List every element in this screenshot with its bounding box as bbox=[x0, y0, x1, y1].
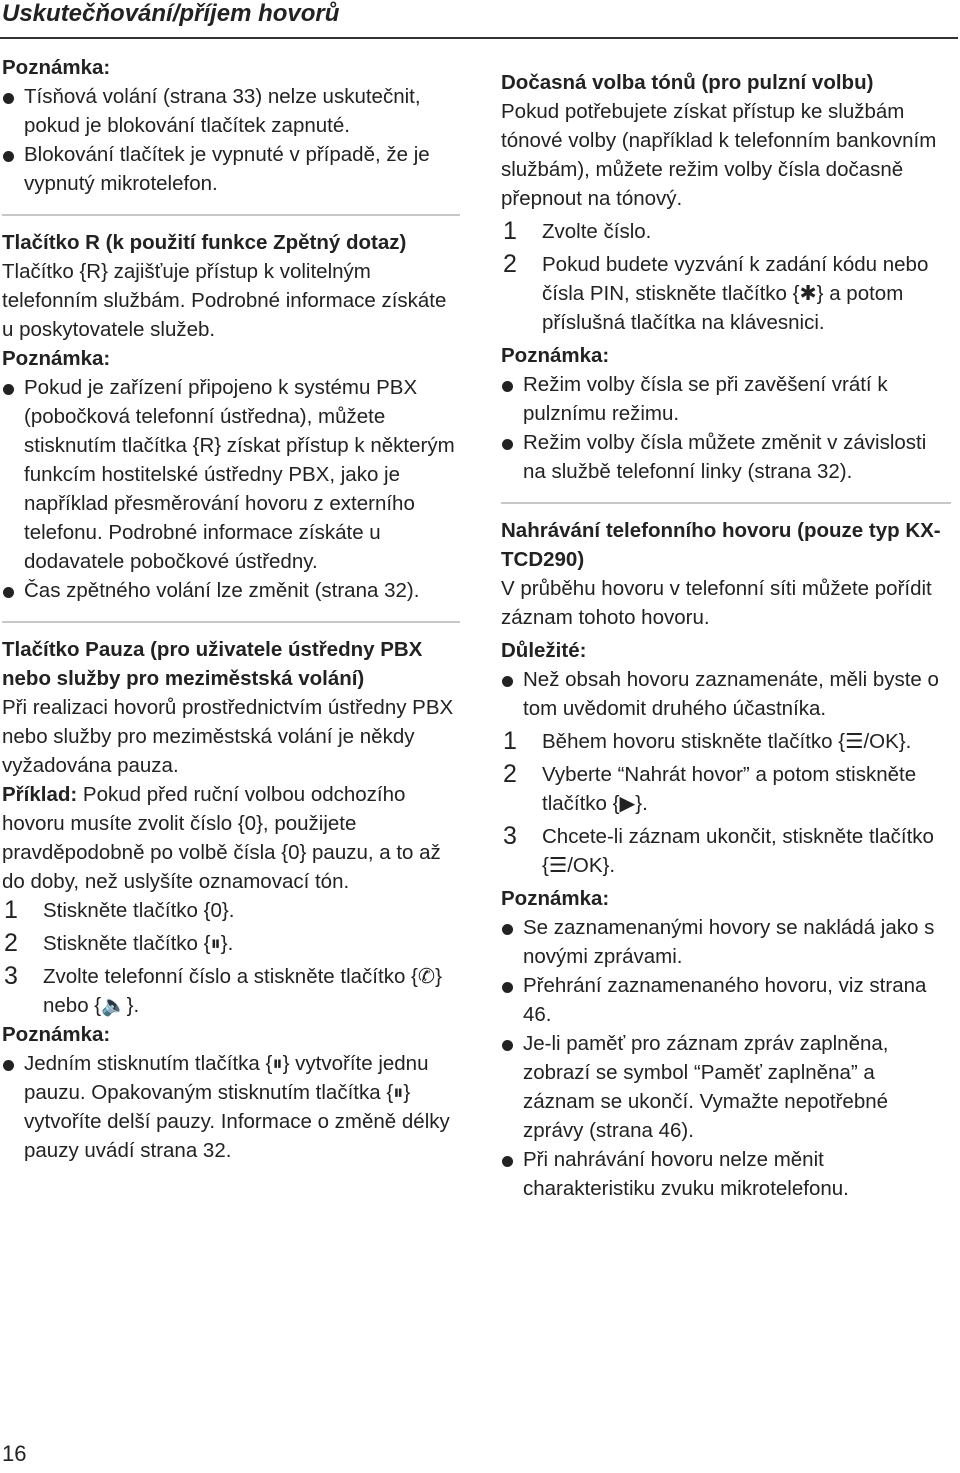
important-label: Důležité: bbox=[501, 639, 587, 662]
step-text: Stiskněte tlačítko {⏸}. bbox=[43, 932, 234, 955]
note-bullet: Tísňová volání (strana 33) nelze uskutečnit, pokud je blokování tlačítek zapnuté. bbox=[2, 82, 460, 140]
step-number: 2 bbox=[503, 250, 517, 278]
example-paragraph bbox=[2, 780, 460, 896]
section-heading-recording: Nahrávání telefonního hovoru (pouze typ KX-TCD290) bbox=[501, 519, 941, 571]
step-item bbox=[501, 250, 951, 337]
step-text: Stiskněte tlačítko {0}. bbox=[43, 899, 235, 922]
step-text: Pokud budete vyzvání k zadání kódu nebo čísla PIN, stiskněte tlačítko {✱} a potom příslušná tlačítka na klávesnici. bbox=[542, 253, 929, 334]
step-number: 1 bbox=[4, 896, 18, 924]
section-divider bbox=[2, 621, 460, 623]
step-item bbox=[501, 760, 951, 818]
note-bullet: Jedním stisknutím tlačítka {⏸} vytvoříte jednu pauzu. Opakovaným stisknutím tlačítka {⏸} vytvoříte delší pauzy. Informace o změně délky pauzy uvádí strana 32. bbox=[2, 1049, 460, 1165]
note-bullet: Režim volby čísla můžete změnit v závislosti na službě telefonní linky (strana 32). bbox=[501, 428, 951, 486]
step-item bbox=[501, 727, 951, 756]
step-number: 1 bbox=[503, 217, 517, 245]
step-item bbox=[2, 896, 460, 925]
section-text: V průběhu hovoru v telefonní síti můžete pořídit záznam tohoto hovoru. bbox=[501, 577, 932, 629]
step-item bbox=[501, 217, 951, 246]
note-label: Poznámka: bbox=[501, 887, 610, 910]
step-item bbox=[2, 929, 460, 958]
section-heading-tone: Dočasná volba tónů (pro pulzní volbu) bbox=[501, 71, 874, 94]
note-bullet: Je-li paměť pro záznam zpráv zaplněna, zobrazí se symbol “Paměť zaplněna” a záznam se ukončí. Vymažte nepotřebné zprávy (strana 46). bbox=[501, 1029, 951, 1145]
section-text: Pokud potřebujete získat přístup ke službám tónové volby (například k telefonním bankovním službám), můžete režim volby čísla dočasně přepnout na tónový. bbox=[501, 100, 937, 210]
section-divider bbox=[501, 502, 951, 504]
step-item bbox=[501, 822, 951, 880]
step-number: 1 bbox=[503, 727, 517, 755]
section-divider bbox=[2, 214, 460, 216]
right-column bbox=[501, 68, 951, 1203]
left-column bbox=[2, 53, 460, 1165]
step-item bbox=[2, 962, 460, 1020]
step-text: Zvolte číslo. bbox=[542, 220, 652, 243]
step-number: 2 bbox=[503, 760, 517, 788]
note-bullet: Čas zpětného volání lze změnit (strana 32). bbox=[2, 576, 460, 605]
step-number: 2 bbox=[4, 929, 18, 957]
note-bullet: Pokud je zařízení připojeno k systému PBX (pobočková telefonní ústředna), můžete stisknutím tlačítka {R} získat přístup k některým funkcím hostitelské ústředny PBX, jako je například přesměrování hovoru z externího telefonu. Podrobné informace získáte u dodavatele pobočkové ústředny. bbox=[2, 373, 460, 576]
note-bullet: Blokování tlačítek je vypnuté v případě, že je vypnutý mikrotelefon. bbox=[2, 140, 460, 198]
note-label: Poznámka: bbox=[501, 344, 610, 367]
note-bullet: Režim volby čísla se při zavěšení vrátí k pulznímu režimu. bbox=[501, 370, 951, 428]
note-label: Poznámka: bbox=[2, 347, 111, 370]
important-bullet: Než obsah hovoru zaznamenáte, měli byste o tom uvědomit druhého účastníka. bbox=[501, 665, 951, 723]
note-bullet: Přehrání zaznamenaného hovoru, viz strana 46. bbox=[501, 971, 951, 1029]
example-text: Pokud před ruční volbou odchozího hovoru musíte zvolit číslo {0}, použijete pravděpodobně po volbě čísla {0} pauzu, a to až do doby, než uslyšíte oznamovací tón. bbox=[2, 783, 441, 893]
step-text: Chcete-li záznam ukončit, stiskněte tlačítko {☰/OK}. bbox=[542, 825, 934, 877]
step-text: Zvolte telefonní číslo a stiskněte tlačítko {✆} nebo {🔈}. bbox=[43, 965, 442, 1017]
step-text: Vyberte “Nahrát hovor” a potom stiskněte tlačítko {▶}. bbox=[542, 763, 917, 815]
example-label: Příklad: bbox=[2, 783, 78, 806]
note-bullet: Při nahrávání hovoru nelze měnit charakteristiku zvuku mikrotelefonu. bbox=[501, 1145, 951, 1203]
page-number: 16 bbox=[2, 1441, 27, 1466]
page-title: Uskutečňování/příjem hovorů bbox=[2, 0, 340, 27]
step-number: 3 bbox=[4, 962, 18, 990]
note-label: Poznámka: bbox=[2, 56, 111, 79]
section-text: Tlačítko {R} zajišťuje přístup k volitelným telefonním službám. Podrobné informace získáte u poskytovatele služeb. bbox=[2, 260, 447, 341]
section-text: Při realizaci hovorů prostřednictvím ústředny PBX nebo služby pro meziměstská volání je někdy vyžadována pauza. bbox=[2, 696, 454, 777]
note-label: Poznámka: bbox=[2, 1023, 111, 1046]
section-heading-r-button: Tlačítko R (k použití funkce Zpětný dotaz) bbox=[2, 231, 407, 254]
note-bullet: Se zaznamenanými hovory se nakládá jako s novými zprávami. bbox=[501, 913, 951, 971]
title-divider bbox=[0, 37, 958, 39]
step-number: 3 bbox=[503, 822, 517, 850]
section-heading-pause: Tlačítko Pauza (pro uživatele ústředny PBX nebo služby pro meziměstská volání) bbox=[2, 638, 423, 690]
step-text: Během hovoru stiskněte tlačítko {☰/OK}. bbox=[542, 730, 912, 753]
